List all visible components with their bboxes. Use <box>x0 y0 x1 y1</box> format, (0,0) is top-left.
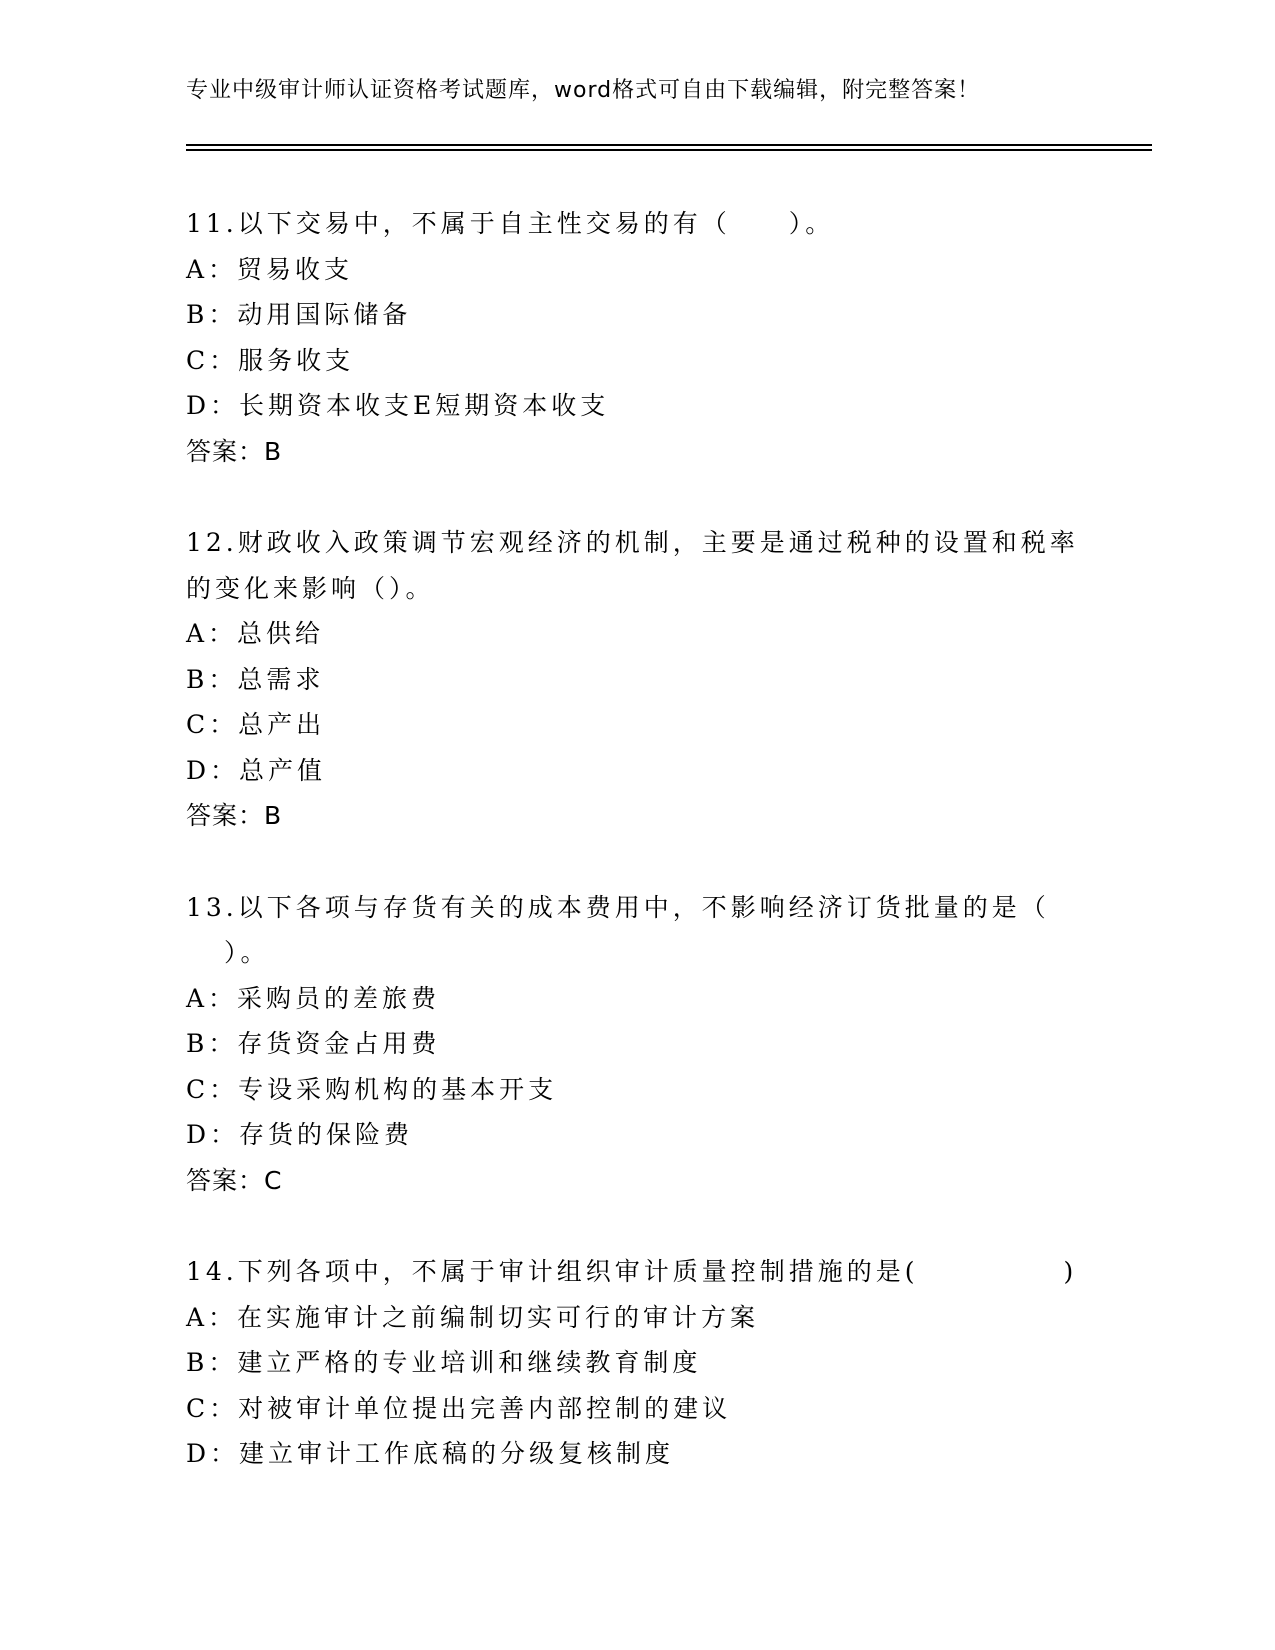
question-stem-continued: 的变化来影响（）。 <box>186 573 435 603</box>
answer-label: 答案：C <box>186 1165 283 1195</box>
option-a: A：在实施审计之前编制切实可行的审计方案 <box>186 1302 760 1332</box>
answer-label: 答案：B <box>186 801 283 830</box>
question-11 <box>186 201 1086 474</box>
header-rule-bottom <box>186 149 1152 151</box>
option-a: A：采购员的差旅费 <box>186 983 441 1013</box>
option-d: D：建立审计工作底稿的分级复核制度 <box>186 1439 675 1468</box>
option-c: C：总产出 <box>186 710 326 739</box>
question-12 <box>186 520 1086 839</box>
question-stem: 14.下列各项中，不属于审计组织审计质量控制措施的是( ) <box>186 1257 1078 1286</box>
option-d: D：总产值 <box>186 755 327 785</box>
question-stem-continued: ）。 <box>224 938 270 967</box>
answer-label: 答案：B <box>186 436 283 466</box>
question-list <box>186 201 1086 1523</box>
option-a: A：贸易收支 <box>186 254 354 284</box>
option-b: B：总需求 <box>186 664 325 694</box>
option-b: B：存货资金占用费 <box>186 1029 441 1058</box>
question-stem: 13.以下各项与存货有关的成本费用中，不影响经济订货批量的是（ <box>186 892 1050 922</box>
option-c: C：专设采购机构的基本开支 <box>186 1074 558 1104</box>
option-b: B：动用国际储备 <box>186 300 412 329</box>
option-b: B：建立严格的专业培训和继续教育制度 <box>186 1348 702 1377</box>
option-a: A：总供给 <box>186 619 325 648</box>
option-c: C：服务收支 <box>186 345 355 375</box>
option-d: D：长期资本收支E短期资本收支 <box>186 391 610 420</box>
option-d: D：存货的保险费 <box>186 1120 414 1149</box>
option-c: C：对被审计单位提出完善内部控制的建议 <box>186 1393 732 1423</box>
question-stem: 12.财政收入政策调节宏观经济的机制，主要是通过税种的设置和税率 <box>186 528 1079 557</box>
question-stem: 11.以下交易中，不属于自主性交易的有（ ）。 <box>186 209 835 238</box>
header-rule-top <box>186 144 1152 146</box>
question-14 <box>186 1249 1086 1477</box>
question-13 <box>186 885 1086 1204</box>
page-header-text: 专业中级审计师认证资格考试题库，word格式可自由下载编辑，附完整答案！ <box>186 78 981 103</box>
